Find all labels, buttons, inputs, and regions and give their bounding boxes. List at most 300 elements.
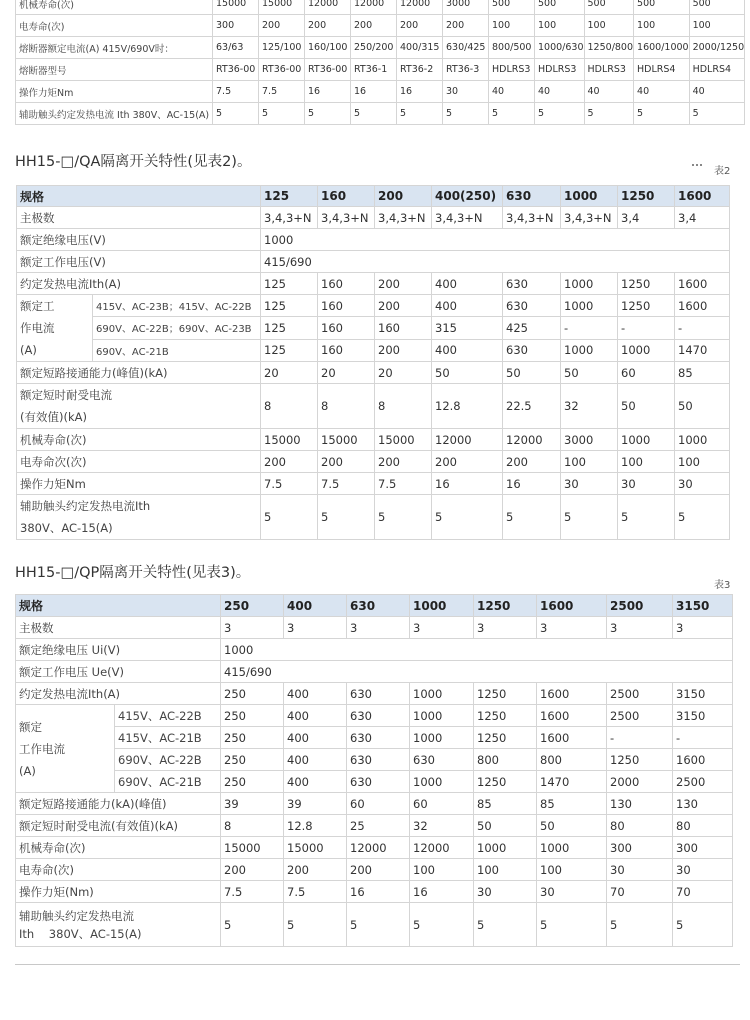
table-2-tag: 表2 [714, 166, 731, 177]
cell: 500 [535, 0, 585, 15]
spec-col: 1250 [618, 186, 675, 207]
cell: 5 [443, 103, 489, 125]
cell: 3 [607, 617, 673, 639]
cell: 3,4,3+N [261, 207, 318, 229]
rated-current-group-label [16, 705, 115, 793]
cell: 7.5 [318, 473, 375, 495]
row-label: 415V、AC-22B [115, 705, 221, 727]
cell: 12000 [351, 0, 397, 15]
cell: 200 [375, 273, 432, 295]
cell: 200 [351, 15, 397, 37]
cell: 1250 [474, 705, 537, 727]
cell: 5 [673, 903, 733, 947]
cell: 5 [351, 103, 397, 125]
cell: RT36-2 [397, 59, 443, 81]
label-line: 辅助触头约定发热电流Ith [20, 499, 151, 513]
spec-header: 规格 [17, 186, 261, 207]
cell: 16 [347, 881, 410, 903]
cell: 3,4,3+N [318, 207, 375, 229]
cell: 125 [261, 273, 318, 295]
cell: 80 [607, 815, 673, 837]
cell: 80 [673, 815, 733, 837]
cell: 400 [284, 771, 347, 793]
label-line: Ith 380V、AC-15(A) [19, 926, 142, 941]
cell: 12000 [347, 837, 410, 859]
cell: 30 [675, 473, 730, 495]
table-row [16, 0, 745, 15]
cell: 50 [675, 384, 730, 429]
table-3-title: HH15-□/QP隔离开关特性(见表3)。 [15, 565, 251, 581]
cell: 3,4 [675, 207, 730, 229]
table-row [17, 429, 730, 451]
cell: 5 [537, 903, 607, 947]
cell: 7.5 [259, 81, 305, 103]
cell: 200 [261, 451, 318, 473]
cell: RT36-00 [213, 59, 259, 81]
cell: 250 [221, 705, 284, 727]
cell: 30 [561, 473, 618, 495]
cell: 1250/800 [584, 37, 634, 59]
cell: 5 [318, 495, 375, 540]
cell: 100 [689, 15, 745, 37]
cell: 160/100 [305, 37, 351, 59]
cell: 50 [618, 384, 675, 429]
spec-col: 250 [221, 595, 284, 617]
cell: 63/63 [213, 37, 259, 59]
table-2-tag-mark [692, 164, 702, 169]
row-label: 415V、AC-23B；415V、AC-22B [93, 295, 261, 317]
cell: 100 [535, 15, 585, 37]
row-label: 额定工作电压 Ue(V) [16, 661, 221, 683]
spec-col: 160 [318, 186, 375, 207]
spec-col: 1000 [410, 595, 474, 617]
cell: 8 [375, 384, 432, 429]
group-label-line: 工作电流 [19, 741, 65, 756]
cell: 1000 [561, 339, 618, 361]
cell: 5 [584, 103, 634, 125]
row-label: 操作力矩(Nm) [16, 881, 221, 903]
cell: 40 [584, 81, 634, 103]
cell: 30 [443, 81, 489, 103]
table-row [17, 384, 730, 429]
cell: 3 [410, 617, 474, 639]
cell: 400 [432, 273, 503, 295]
cell: - [673, 727, 733, 749]
cell: 1000 [618, 429, 675, 451]
cell: 8 [261, 384, 318, 429]
spec-col: 630 [503, 186, 561, 207]
cell: 100 [489, 15, 535, 37]
cell: 50 [503, 362, 561, 384]
cell: 500 [584, 0, 634, 15]
cell: 200 [375, 451, 432, 473]
cell: 20 [318, 362, 375, 384]
row-label: 415V、AC-21B [115, 727, 221, 749]
cell: 630 [503, 273, 561, 295]
cell: 300 [213, 15, 259, 37]
row-label: 熔断器型号 [16, 59, 213, 81]
row-label: 690V、AC-22B [115, 749, 221, 771]
cell: 16 [410, 881, 474, 903]
cell: HDLRS4 [634, 59, 690, 81]
spec-col: 1000 [561, 186, 618, 207]
cell: 125 [261, 295, 318, 317]
cell: HDLRS4 [689, 59, 745, 81]
cell: 15000 [284, 837, 347, 859]
cell: 800/500 [489, 37, 535, 59]
cell: 250 [221, 683, 284, 705]
cell: 400 [432, 295, 503, 317]
cell: 100 [584, 15, 634, 37]
cell: 5 [305, 103, 351, 125]
cell: 200 [397, 15, 443, 37]
cell: 3 [537, 617, 607, 639]
row-label: 操作力矩Nm [16, 81, 213, 103]
cell: HDLRS3 [489, 59, 535, 81]
table-row [16, 881, 733, 903]
cell: 5 [634, 103, 690, 125]
cell: 85 [537, 793, 607, 815]
cell: 200 [443, 15, 489, 37]
cell: 5 [375, 495, 432, 540]
table-row [16, 81, 745, 103]
cell: 15000 [261, 429, 318, 451]
cell: 630 [503, 339, 561, 361]
row-label: 电寿命次(次) [17, 451, 261, 473]
cell: 400 [432, 339, 503, 361]
cell: 5 [689, 103, 745, 125]
cell: 1000 [410, 771, 474, 793]
row-label: 机械寿命(次) [17, 429, 261, 451]
table-3-tag: 表3 [714, 580, 731, 591]
cell: 1600/1000 [634, 37, 690, 59]
table-3-qp-isolator-specs [15, 594, 733, 947]
cell: 3,4,3+N [503, 207, 561, 229]
cell: 40 [689, 81, 745, 103]
label-line: 380V、AC-15(A) [20, 521, 113, 535]
cell: 32 [561, 384, 618, 429]
cell: 2500 [673, 771, 733, 793]
cell: 100 [561, 451, 618, 473]
table-row [16, 771, 733, 793]
label-line: 额定短时耐受电流 [20, 388, 112, 402]
table-row [16, 59, 745, 81]
table-row [16, 859, 733, 881]
cell: 39 [284, 793, 347, 815]
cell: 5 [284, 903, 347, 947]
cell: 1250 [474, 727, 537, 749]
cell: 200 [284, 859, 347, 881]
cell: 40 [634, 81, 690, 103]
cell: 85 [675, 362, 730, 384]
cell: 100 [675, 451, 730, 473]
table-row [17, 473, 730, 495]
table-2-qa-isolator-specs [16, 185, 730, 540]
cell: 70 [673, 881, 733, 903]
cell: RT36-00 [305, 59, 351, 81]
cell: 2000 [607, 771, 673, 793]
label-line: 辅助触头约定发热电流 [19, 908, 134, 923]
cell: 20 [375, 362, 432, 384]
table-row [16, 103, 745, 125]
table-row [16, 683, 733, 705]
cell: - [607, 727, 673, 749]
cell: 400 [284, 727, 347, 749]
cell: HDLRS3 [535, 59, 585, 81]
cell: 3 [673, 617, 733, 639]
cell: 200 [221, 859, 284, 881]
cell: 25 [347, 815, 410, 837]
cell: 30 [618, 473, 675, 495]
cell: 5 [347, 903, 410, 947]
cell: 630 [347, 705, 410, 727]
cell: 60 [410, 793, 474, 815]
cell: 1600 [537, 705, 607, 727]
cell: 3000 [443, 0, 489, 15]
row-label: 690V、AC-21B [93, 339, 261, 361]
cell: 39 [221, 793, 284, 815]
cell: 50 [432, 362, 503, 384]
cell: 3 [221, 617, 284, 639]
table-1-fuse-switch-specs [15, 0, 745, 125]
cell: 15000 [375, 429, 432, 451]
cell: 1000 [618, 339, 675, 361]
cell: 16 [397, 81, 443, 103]
cell: 1470 [537, 771, 607, 793]
cell: 1000 [221, 639, 733, 661]
table-row [16, 837, 733, 859]
cell: 250 [221, 727, 284, 749]
rated-current-group-label [17, 295, 93, 362]
cell: 250 [221, 749, 284, 771]
cell: 800 [474, 749, 537, 771]
cell: 100 [537, 859, 607, 881]
cell: 125/100 [259, 37, 305, 59]
cell: 7.5 [261, 473, 318, 495]
row-label: 额定绝缘电压 Ui(V) [16, 639, 221, 661]
cell: 125 [261, 317, 318, 339]
cell: 200 [305, 15, 351, 37]
cell: 200 [347, 859, 410, 881]
row-label: 主极数 [17, 207, 261, 229]
cell: 16 [503, 473, 561, 495]
cell: RT36-3 [443, 59, 489, 81]
row-label [17, 495, 261, 540]
group-label-line: 额定 [19, 719, 42, 734]
cell: 200 [318, 451, 375, 473]
cell: 1000 [675, 429, 730, 451]
group-label-line: (A) [19, 763, 36, 778]
cell: 415/690 [261, 251, 730, 273]
table-row [16, 815, 733, 837]
cell: 12000 [503, 429, 561, 451]
cell: 250/200 [351, 37, 397, 59]
cell: 400 [284, 749, 347, 771]
cell: 70 [607, 881, 673, 903]
cell: 1600 [673, 749, 733, 771]
cell: 8 [318, 384, 375, 429]
cell: 7.5 [284, 881, 347, 903]
table-2-header-row [17, 186, 730, 207]
cell: 500 [489, 0, 535, 15]
row-label: 额定短路接通能力(峰值)(kA) [17, 362, 261, 384]
cell: RT36-00 [259, 59, 305, 81]
cell: 1000 [561, 273, 618, 295]
row-label: 690V、AC-22B；690V、AC-23B [93, 317, 261, 339]
cell: 5 [221, 903, 284, 947]
row-label: 主极数 [16, 617, 221, 639]
cell: 1250 [474, 771, 537, 793]
cell: 5 [474, 903, 537, 947]
bottom-divider [15, 964, 740, 965]
cell: 630 [347, 771, 410, 793]
cell: 160 [318, 339, 375, 361]
cell: 400/315 [397, 37, 443, 59]
cell: 3000 [561, 429, 618, 451]
table-row [17, 362, 730, 384]
table-row [16, 749, 733, 771]
spec-col: 400 [284, 595, 347, 617]
cell: 300 [607, 837, 673, 859]
cell: 200 [432, 451, 503, 473]
cell: 5 [618, 495, 675, 540]
cell: 30 [474, 881, 537, 903]
spec-col: 2500 [607, 595, 673, 617]
cell: - [561, 317, 618, 339]
group-label-line: 作电流 [20, 321, 55, 335]
table-row [16, 903, 733, 947]
cell: 3 [284, 617, 347, 639]
cell: 3150 [673, 683, 733, 705]
cell: 15000 [213, 0, 259, 15]
table-row [16, 37, 745, 59]
cell: 5 [410, 903, 474, 947]
cell: 22.5 [503, 384, 561, 429]
cell: 125 [261, 339, 318, 361]
cell: 2500 [607, 705, 673, 727]
table-row [16, 15, 745, 37]
cell: 100 [474, 859, 537, 881]
cell: 630 [503, 295, 561, 317]
cell: 1250 [607, 749, 673, 771]
cell: 7.5 [221, 881, 284, 903]
row-label: 机械寿命(次) [16, 0, 213, 15]
table-2-title: HH15-□/QA隔离开关特性(见表2)。 [15, 154, 252, 170]
cell: HDLRS3 [584, 59, 634, 81]
table-row [17, 339, 730, 361]
cell: 630 [410, 749, 474, 771]
cell: 5 [397, 103, 443, 125]
cell: 130 [607, 793, 673, 815]
cell: 1600 [675, 295, 730, 317]
cell: 8 [221, 815, 284, 837]
table-row [16, 705, 733, 727]
table-row [16, 661, 733, 683]
cell: 40 [489, 81, 535, 103]
spec-col: 1600 [537, 595, 607, 617]
cell: 15000 [221, 837, 284, 859]
cell: 630 [347, 683, 410, 705]
cell: 5 [607, 903, 673, 947]
spec-col: 630 [347, 595, 410, 617]
table-row [17, 251, 730, 273]
table-row [17, 317, 730, 339]
cell: 85 [474, 793, 537, 815]
cell: 1000 [261, 229, 730, 251]
label-line: (有效值)(kA) [20, 410, 87, 424]
cell: 12.8 [284, 815, 347, 837]
table-3-header-row [16, 595, 733, 617]
row-label: 电寿命(次) [16, 15, 213, 37]
table-row [17, 451, 730, 473]
row-label: 机械寿命(次) [16, 837, 221, 859]
row-label [16, 903, 221, 947]
cell: 1470 [675, 339, 730, 361]
cell: 16 [305, 81, 351, 103]
cell: 500 [634, 0, 690, 15]
cell: 1250 [474, 683, 537, 705]
cell: 3,4 [618, 207, 675, 229]
cell: 1600 [675, 273, 730, 295]
cell: 1000 [410, 705, 474, 727]
cell: 160 [318, 317, 375, 339]
cell: 5 [535, 103, 585, 125]
table-row [17, 229, 730, 251]
cell: 50 [561, 362, 618, 384]
cell: 425 [503, 317, 561, 339]
cell: 3 [474, 617, 537, 639]
cell: 50 [474, 815, 537, 837]
cell: 3 [347, 617, 410, 639]
cell: 16 [432, 473, 503, 495]
spec-header: 规格 [16, 595, 221, 617]
table-row [16, 793, 733, 815]
cell: 12000 [410, 837, 474, 859]
cell: 315 [432, 317, 503, 339]
row-label: 辅助触头约定发热电流 Ith 380V、AC-15(A) [16, 103, 213, 125]
row-label: 操作力矩Nm [17, 473, 261, 495]
cell: 200 [375, 295, 432, 317]
cell: 15000 [318, 429, 375, 451]
table-row [16, 639, 733, 661]
cell: 100 [410, 859, 474, 881]
cell: 12000 [432, 429, 503, 451]
cell: 5 [489, 103, 535, 125]
row-label: 690V、AC-21B [115, 771, 221, 793]
cell: 800 [537, 749, 607, 771]
cell: 200 [259, 15, 305, 37]
cell: 32 [410, 815, 474, 837]
cell: 1000 [474, 837, 537, 859]
cell: 630/425 [443, 37, 489, 59]
cell: - [618, 317, 675, 339]
table-row [17, 495, 730, 540]
cell: 1000 [410, 727, 474, 749]
cell: 12000 [305, 0, 351, 15]
row-label: 额定短时耐受电流(有效值)(kA) [16, 815, 221, 837]
group-label-line: 额定工 [20, 299, 55, 313]
cell: 12000 [397, 0, 443, 15]
spec-col: 125 [261, 186, 318, 207]
spec-col: 1250 [474, 595, 537, 617]
cell: 60 [347, 793, 410, 815]
table-row [16, 617, 733, 639]
row-label [17, 384, 261, 429]
cell: 1000 [537, 837, 607, 859]
cell: 3,4,3+N [375, 207, 432, 229]
row-label: 约定发热电流Ith(A) [17, 273, 261, 295]
cell: 5 [259, 103, 305, 125]
